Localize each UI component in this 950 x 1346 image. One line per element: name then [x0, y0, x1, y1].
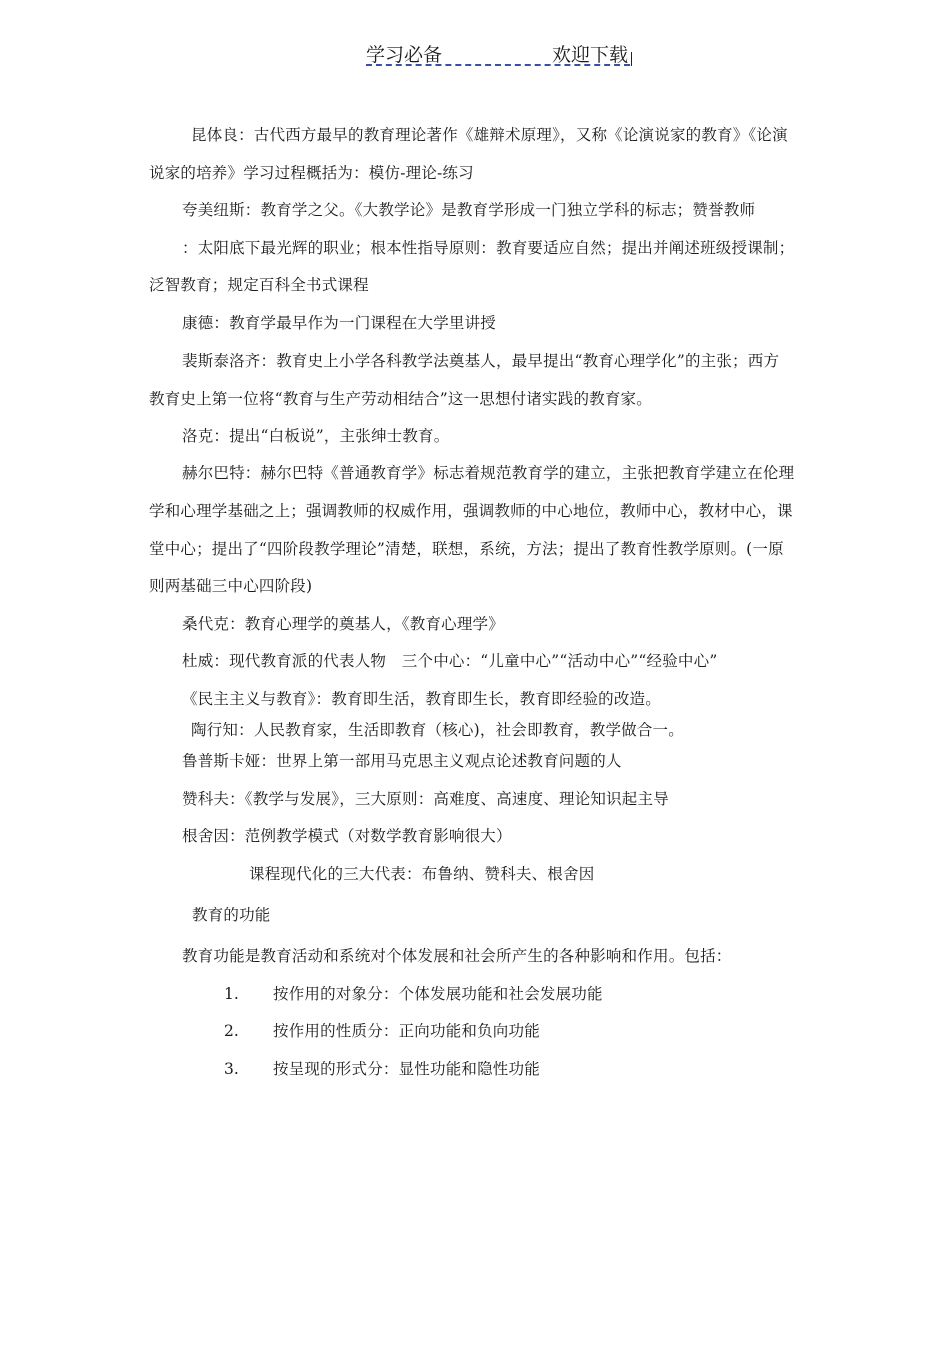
paragraph-line: 根舍因：范例教学模式（对数学教育影响很大） — [182, 827, 512, 845]
list-item-number: 2. — [224, 1022, 239, 1040]
list-item-number: 3. — [224, 1060, 239, 1078]
header-right-text: 欢迎下载 — [552, 44, 629, 66]
paragraph-line: 夸美纽斯：教育学之父。《大教学论》是教育学形成一门独立学科的标志；赞誉教师 — [182, 201, 756, 219]
header-left-text: 学习必备 — [366, 44, 443, 66]
list-item-text: 按作用的性质分：正向功能和负向功能 — [273, 1022, 540, 1040]
paragraph-line: 康德：教育学最早作为一门课程在大学里讲授 — [182, 314, 497, 332]
paragraph-line: 洛克：提出“白板说”，主张绅士教育。 — [182, 427, 450, 445]
paragraph-line: 堂中心；提出了“四阶段教学理论”清楚，联想，系统，方法；提出了教育性教学原则。(一原 — [149, 540, 784, 558]
paragraph-line: 则两基础三中心四阶段) — [149, 577, 313, 595]
paragraph-line: 《民主主义与教育》：教育即生活，教育即生长，教育即经验的改造。 — [182, 690, 661, 708]
paragraph-line: 学和心理学基础之上；强调教师的权威作用，强调教师的中心地位，教师中心，教材中心，课 — [149, 502, 793, 520]
paragraph-line: 杜威：现代教育派的代表人物 三个中心：“儿童中心”“活动中心”“经验中心” — [182, 652, 718, 670]
header-cursor-mark — [631, 52, 632, 66]
paragraph-line: 说家的培养》学习过程概括为：模仿-理论-练习 — [149, 164, 474, 182]
paragraph-line: 昆体良：古代西方最早的教育理论著作《雄辩术原理》，又称《论演说家的教育》《论演 — [191, 126, 788, 144]
paragraph-line: 桑代克：教育心理学的奠基人，《教育心理学》 — [182, 615, 504, 633]
list-item-text: 按作用的对象分：个体发展功能和社会发展功能 — [273, 985, 603, 1003]
paragraph-line: 教育史上第一位将“教育与生产劳动相结合”这一思想付诸实践的教育家。 — [149, 390, 652, 408]
paragraph-line: 教育功能是教育活动和系统对个体发展和社会所产生的各种影响和作用。包括： — [182, 947, 732, 965]
paragraph-line: 裴斯泰洛齐：教育史上小学各科教学法奠基人，最早提出“教育心理学化”的主张；西方 — [182, 352, 780, 370]
paragraph-line: 赫尔巴特：赫尔巴特《普通教育学》标志着规范教育学的建立，主张把教育学建立在伦理 — [182, 464, 795, 482]
paragraph-line: 赞科夫：《教学与发展》，三大原则：高难度、高速度、理论知识起主导 — [182, 790, 669, 808]
page-header — [366, 38, 630, 66]
paragraph-line: ：太阳底下最光辉的职业；根本性指导原则：教育要适应自然；提出并阐述班级授课制； — [182, 239, 795, 257]
section-heading: 教育的功能 — [192, 906, 271, 924]
paragraph-line: 课程现代化的三大代表：布鲁纳、赞科夫、根舍因 — [249, 865, 595, 883]
paragraph-line: 泛智教育；规定百科全书式课程 — [149, 276, 369, 294]
list-item-text: 按呈现的形式分：显性功能和隐性功能 — [273, 1060, 540, 1078]
paragraph-line: 陶行知：人民教育家，生活即教育（核心)，社会即教育，教学做合一。 — [191, 721, 684, 739]
paragraph-line: 鲁普斯卡娅：世界上第一部用马克思主义观点论述教育问题的人 — [182, 752, 622, 770]
list-item-number: 1. — [224, 985, 239, 1003]
